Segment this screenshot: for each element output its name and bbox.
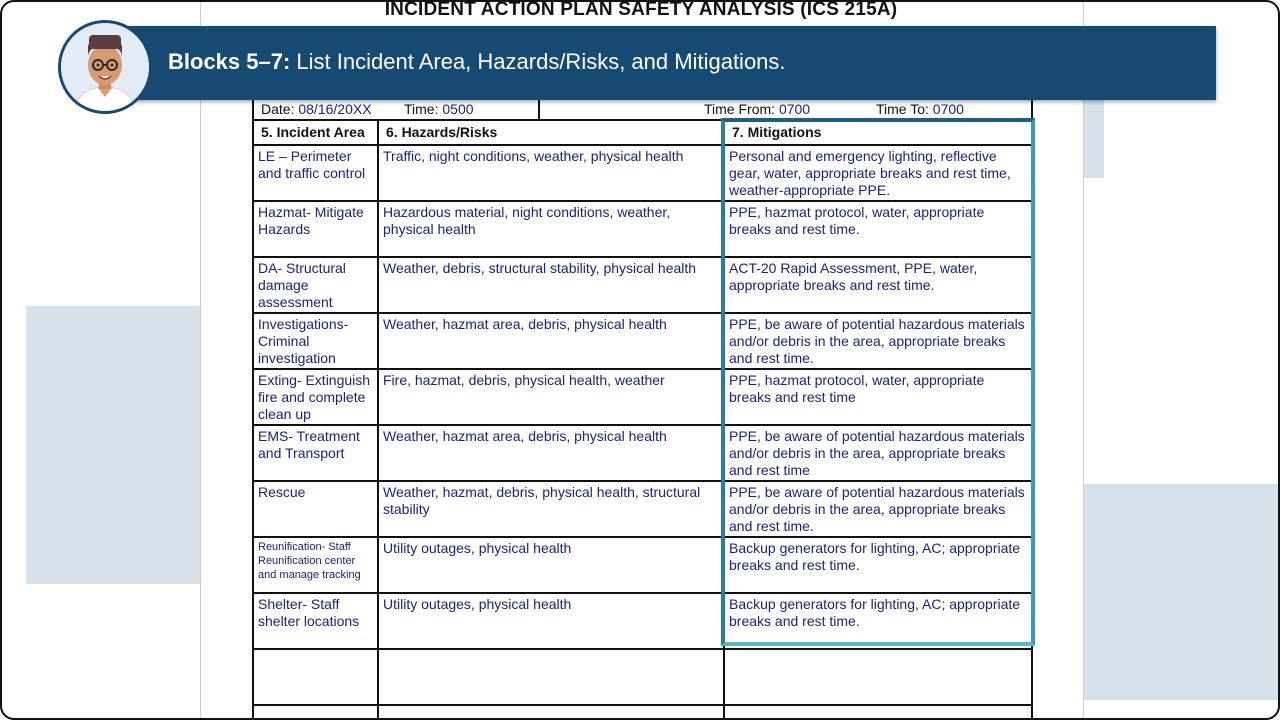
ics-215a-table: [252, 119, 1033, 720]
incident-area-cell: Exting- Extinguish fire and complete clean up: [253, 369, 378, 425]
time-from-label: Time From:: [704, 101, 776, 117]
incident-area-cell: Reunification- Staff Reunification center and manage tracking: [253, 537, 378, 593]
time-from-value: 0700: [778, 101, 811, 117]
mitigations-cell: Backup generators for lighting, AC; appropriate breaks and rest time.: [724, 537, 1032, 593]
presenter-avatar-icon: [58, 20, 152, 114]
hazards-cell: Fire, hazmat, debris, physical health, weather: [378, 369, 724, 425]
table-row: [253, 481, 1032, 537]
incident-area-cell: EMS- Treatment and Transport: [253, 425, 378, 481]
mitigations-cell: PPE, be aware of potential hazardous materials and/or debris in the area, appropriate breaks and rest time: [724, 425, 1032, 481]
date-value: 08/16/20XX: [298, 101, 372, 117]
hazards-cell: Utility outages, physical health: [378, 537, 724, 593]
hazards-cell: Weather, hazmat area, debris, physical health: [378, 313, 724, 369]
time-to-value: 0700: [932, 101, 964, 117]
incident-area-cell: Investigations- Criminal investigation: [253, 313, 378, 369]
table-row: [253, 537, 1032, 593]
table-row: [253, 593, 1032, 649]
empty-table-row: [253, 705, 1032, 720]
table-row: [253, 145, 1032, 201]
banner-text: [168, 49, 786, 75]
incident-area-cell: DA- Structural damage assessment: [253, 257, 378, 313]
time-from-field: [704, 101, 810, 117]
incident-area-cell: LE – Perimeter and traffic control: [253, 145, 378, 201]
date-field: [261, 101, 372, 117]
table-row: [253, 201, 1032, 257]
avatar-illustration: [61, 23, 149, 111]
hazards-cell: Hazardous material, night conditions, weather, physical health: [378, 201, 724, 257]
background-block-right-bottom: [1082, 484, 1278, 700]
time-label: Time:: [404, 101, 439, 117]
incident-area-cell: Rescue: [253, 481, 378, 537]
banner-body-text: List Incident Area, Hazards/Risks, and Mitigations.: [290, 49, 786, 74]
hazards-cell: Traffic, night conditions, weather, physical health: [378, 145, 724, 201]
table-row: [253, 313, 1032, 369]
incident-area-cell: Shelter- Staff shelter locations: [253, 593, 378, 649]
time-value: 0500: [442, 101, 474, 117]
hazards-cell: Weather, hazmat, debris, physical health, structural stability: [378, 481, 724, 537]
mitigations-cell: Backup generators for lighting, AC; appropriate breaks and rest time.: [724, 593, 1032, 649]
date-label: Date:: [261, 101, 295, 117]
time-to-field: [876, 101, 964, 117]
empty-cell: [378, 649, 724, 705]
mitigations-cell: ACT-20 Rapid Assessment, PPE, water, appropriate breaks and rest time.: [724, 257, 1032, 313]
hazards-cell: Weather, hazmat area, debris, physical health: [378, 425, 724, 481]
hazards-cell: Weather, debris, structural stability, physical health: [378, 257, 724, 313]
empty-table-row: [253, 649, 1032, 705]
header-incident-area: 5. Incident Area: [253, 120, 378, 145]
background-block-right-top: [1082, 98, 1104, 178]
table-row: [253, 257, 1032, 313]
mitigations-cell: PPE, hazmat protocol, water, appropriate breaks and rest time.: [724, 201, 1032, 257]
time-field: [404, 101, 474, 117]
header-mitigations: 7. Mitigations: [724, 120, 1032, 145]
banner-bold-text: Blocks 5–7:: [168, 49, 291, 74]
hazards-cell: Utility outages, physical health: [378, 593, 724, 649]
empty-cell: [724, 705, 1032, 720]
form-title: INCIDENT ACTION PLAN SAFETY ANALYSIS (ICS 215A): [384, 0, 898, 20]
background-block-left: [26, 306, 200, 584]
mitigations-cell: PPE, hazmat protocol, water, appropriate breaks and rest time: [724, 369, 1032, 425]
empty-cell: [253, 705, 378, 720]
mitigations-cell: PPE, be aware of potential hazardous materials and/or debris in the area, appropriate breaks and rest time.: [724, 313, 1032, 369]
date-row: [252, 98, 1033, 119]
instruction-banner: [120, 26, 1216, 100]
table-header-row: [253, 120, 1032, 145]
mitigations-cell: Personal and emergency lighting, reflective gear, water, appropriate breaks and rest time, weather-appropriate PPE.: [724, 145, 1032, 201]
date-row-divider: [538, 98, 540, 119]
empty-cell: [724, 649, 1032, 705]
empty-cell: [378, 705, 724, 720]
empty-cell: [253, 649, 378, 705]
header-hazards-risks: 6. Hazards/Risks: [378, 120, 724, 145]
mitigations-cell: PPE, be aware of potential hazardous materials and/or debris in the area, appropriate breaks and rest time.: [724, 481, 1032, 537]
table-row: [253, 369, 1032, 425]
table-row: [253, 425, 1032, 481]
incident-area-cell: Hazmat- Mitigate Hazards: [253, 201, 378, 257]
time-to-label: Time To:: [876, 101, 929, 117]
